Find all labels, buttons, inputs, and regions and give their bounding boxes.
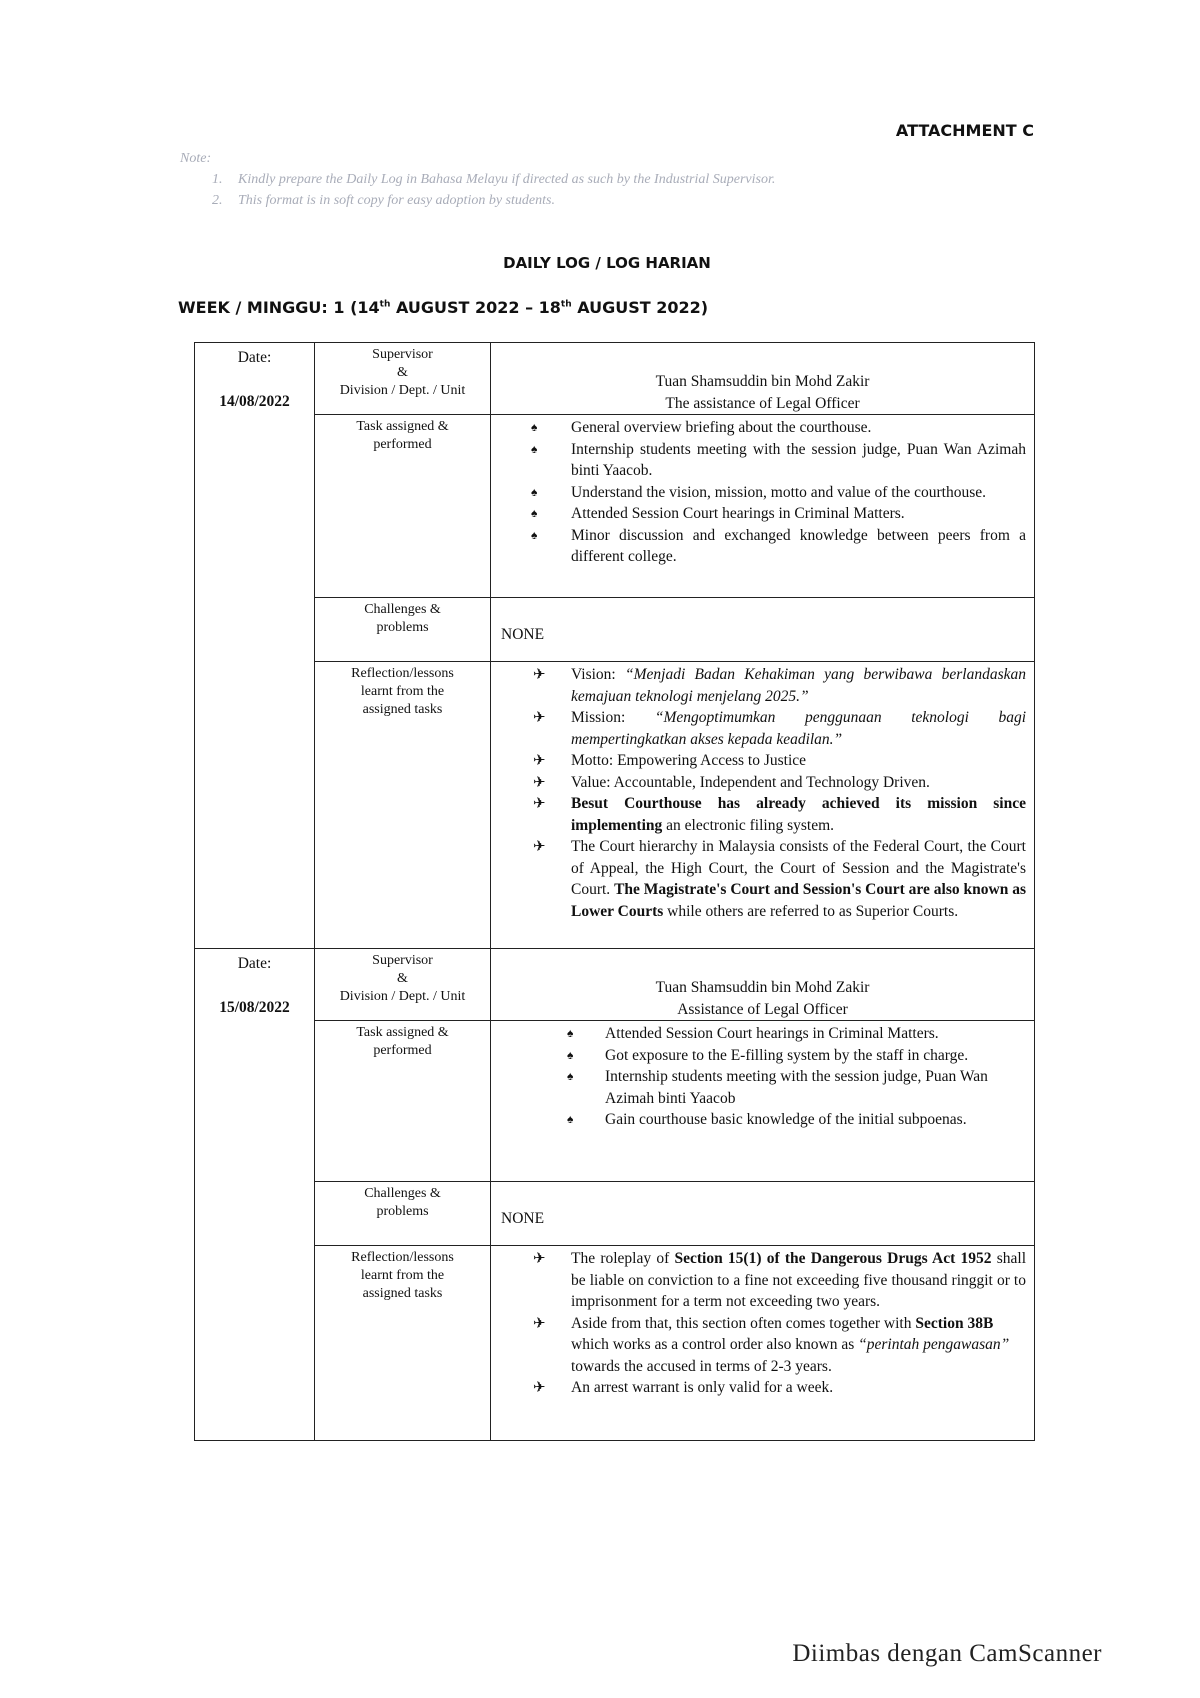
day1-supervisor-row	[195, 343, 1035, 415]
list-item: ♠ Internship students meeting with the session judge, Puan Wan Azimah binti Yaacob.	[531, 440, 1026, 479]
list-item: ♠ Attended Session Court hearings in Criminal Matters.	[491, 503, 1026, 525]
reflection-list	[491, 1248, 1026, 1399]
arrow-bullet-icon: ✈	[533, 837, 546, 855]
task-list-cell	[491, 415, 1035, 598]
list-item: ✈ Vision: “Menjadi Badan Kehakiman yang berwibawa berlandaskan kemajuan teknologi menjelang 2025.”	[533, 665, 1027, 705]
date-label: Date:	[237, 349, 272, 366]
note-number: 1.	[212, 172, 223, 187]
day1-challenges-row	[195, 598, 1035, 662]
arrow-bullet-icon: ✈	[533, 794, 546, 812]
date-value: 14/08/2022	[219, 392, 290, 410]
reflection-label-cell: Reflection/lessons learnt from the assigned tasks	[315, 662, 491, 949]
arrow-bullet-icon: ✈	[533, 751, 546, 769]
list-item: ✈ Motto: Empowering Access to Justice	[491, 750, 1026, 772]
list-item: ♠ Understand the vision, mission, motto and value of the courthouse.	[491, 482, 1026, 504]
day1-reflection-row	[195, 662, 1035, 949]
challenges-label-cell: Challenges & problems	[315, 598, 491, 662]
spade-bullet-icon: ♠	[567, 1047, 574, 1062]
note-item	[180, 169, 775, 190]
list-item: ♠ Minor discussion and exchanged knowledge between peers from a different college.	[531, 526, 1026, 565]
note-label: Note:	[180, 151, 212, 166]
list-item: ♠ Got exposure to the E-filling system by the staff in charge.	[491, 1045, 1026, 1067]
day2-reflection-row	[195, 1246, 1035, 1441]
list-item: ♠ Attended Session Court hearings in Criminal Matters.	[491, 1023, 1026, 1045]
arrow-bullet-icon: ✈	[533, 1313, 546, 1332]
task-list	[491, 1023, 1026, 1131]
note-number: 2.	[212, 193, 223, 208]
note-item	[180, 190, 775, 211]
list-item: ♠ Internship students meeting with the session judge, Puan Wan Azimah binti Yaacob	[567, 1068, 988, 1107]
spade-bullet-icon: ♠	[567, 1112, 574, 1126]
arrow-bullet-icon: ✈	[533, 708, 546, 726]
challenges-value: NONE	[491, 598, 1035, 662]
note-block	[180, 148, 775, 211]
note-text: This format is in soft copy for easy adoption by students.	[238, 193, 555, 208]
supervisor-role: The assistance of Legal Officer	[665, 394, 860, 412]
spade-bullet-icon: ♠	[531, 527, 538, 542]
day2-supervisor-row	[195, 949, 1035, 1021]
list-item: ✈ Aside from that, this section often comes together with Section 38B which works as a control order also known as “perintah pengawasan” towards the accused in terms of 2-3 years.	[533, 1313, 1010, 1375]
day1-task-row	[195, 415, 1035, 598]
reflection-list-cell	[491, 662, 1035, 949]
daily-log-table	[194, 342, 1035, 1441]
list-item: ✈ The roleplay of Section 15(1) of the Dangerous Drugs Act 1952 shall be liable on conviction to a fine not exceeding five thousand ringgit or to imprisonment for a term not exceeding two years.	[533, 1249, 1027, 1310]
list-item: ✈ Mission: “Mengoptimumkan penggunaan teknologi bagi mempertingkatkan akses kepada keadilan.”	[533, 708, 1027, 748]
day2-task-row	[195, 1021, 1035, 1182]
day1-date-cell	[195, 343, 315, 949]
spade-bullet-icon: ♠	[567, 1026, 574, 1040]
task-label-cell: Task assigned & performed	[315, 415, 491, 598]
week-heading: WEEK / MINGGU: 1 (14th AUGUST 2022 – 18th AUGUST 2022)	[178, 298, 709, 317]
list-item: ♠ Gain courthouse basic knowledge of the initial subpoenas.	[491, 1109, 1026, 1131]
spade-bullet-icon: ♠	[531, 484, 538, 499]
arrow-bullet-icon: ✈	[533, 1378, 546, 1396]
arrow-bullet-icon: ✈	[533, 1249, 546, 1267]
supervisor-label-cell: Supervisor & Division / Dept. / Unit	[315, 343, 491, 415]
note-text: Kindly prepare the Daily Log in Bahasa Melayu if directed as such by the Industrial Supervisor.	[238, 172, 776, 187]
arrow-bullet-icon: ✈	[533, 772, 546, 791]
spade-bullet-icon: ♠	[531, 420, 538, 434]
list-item: ✈ Besut Courthouse has already achieved its mission since implementing an electronic filing system.	[533, 794, 1026, 834]
document-title: DAILY LOG / LOG HARIAN	[503, 254, 711, 272]
supervisor-value-cell	[491, 343, 1035, 415]
date-value: 15/08/2022	[219, 998, 290, 1016]
camscanner-watermark: Diimbas dengan CamScanner	[792, 1640, 1102, 1667]
list-item: ✈ An arrest warrant is only valid for a week.	[491, 1377, 1026, 1399]
task-list	[491, 417, 1026, 568]
list-item: ✈ The Court hierarchy in Malaysia consists of the Federal Court, the Court of Appeal, the High Court, the Court of Session and the Magistrate's Court. The Magistrate's Court and Session's Court are also known as Lower Courts while others are referred to as Superior Courts.	[533, 837, 1026, 920]
reflection-list-cell	[491, 1246, 1035, 1441]
spade-bullet-icon: ♠	[531, 441, 538, 456]
task-label-cell: Task assigned & performed	[315, 1021, 491, 1182]
spade-bullet-icon: ♠	[567, 1069, 574, 1083]
day2-challenges-row	[195, 1182, 1035, 1246]
challenges-value: NONE	[491, 1182, 1035, 1246]
supervisor-value-cell	[491, 949, 1035, 1021]
task-list-cell	[491, 1021, 1035, 1182]
reflection-label-cell: Reflection/lessons learnt from the assigned tasks	[315, 1246, 491, 1441]
supervisor-name: Tuan Shamsuddin bin Mohd Zakir	[655, 373, 870, 390]
challenges-label-cell: Challenges & problems	[315, 1182, 491, 1246]
day2-date-cell	[195, 949, 315, 1441]
attachment-label: ATTACHMENT C	[895, 121, 1034, 140]
supervisor-role: Assistance of Legal Officer	[677, 1000, 848, 1018]
supervisor-name: Tuan Shamsuddin bin Mohd Zakir	[655, 979, 870, 996]
spade-bullet-icon: ♠	[531, 506, 538, 520]
date-label: Date:	[237, 955, 272, 972]
arrow-bullet-icon: ✈	[533, 665, 546, 683]
supervisor-label-cell: Supervisor & Division / Dept. / Unit	[315, 949, 491, 1021]
list-item: ♠ General overview briefing about the courthouse.	[491, 417, 1026, 439]
reflection-list	[491, 664, 1026, 922]
list-item: ✈ Value: Accountable, Independent and Technology Driven.	[491, 772, 1026, 794]
